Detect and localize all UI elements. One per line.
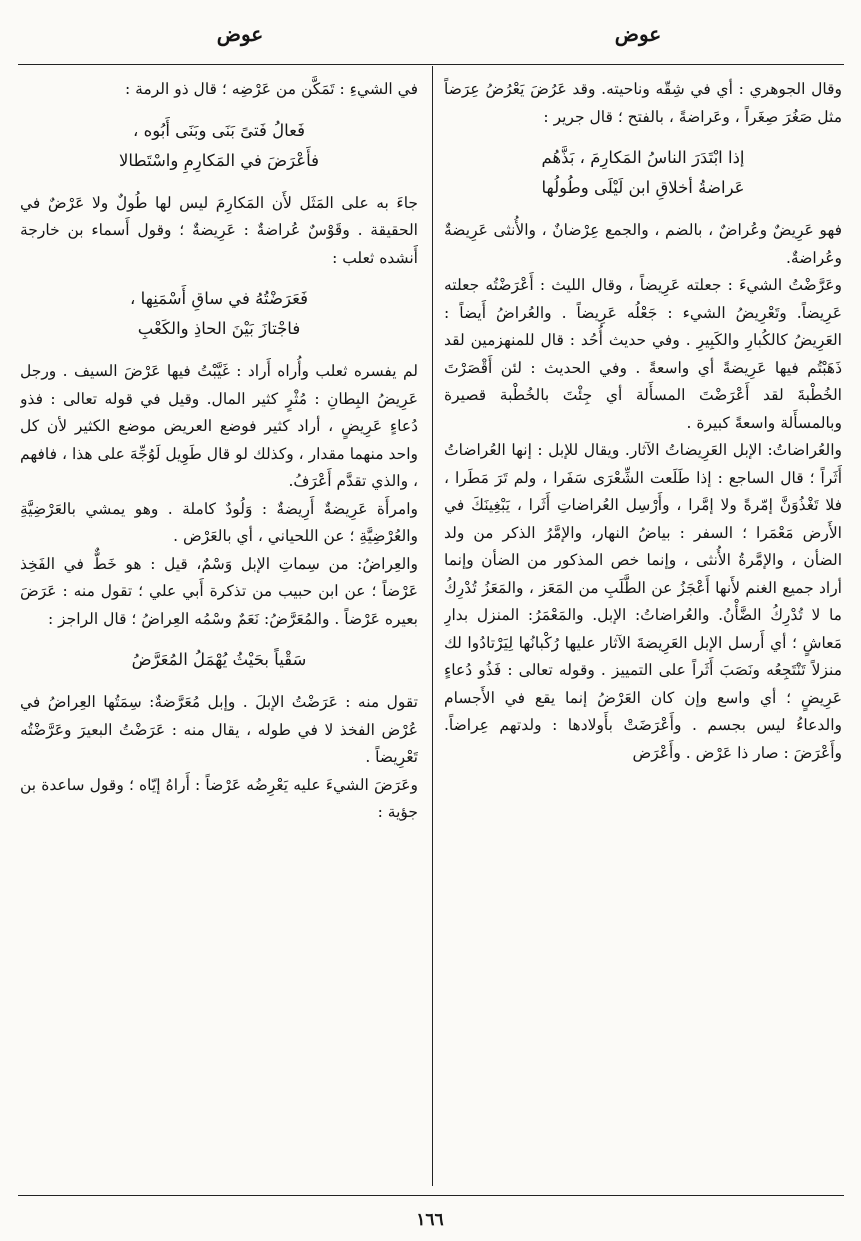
paragraph: جاءَ به على المَثَل لأَن المَكارِمَ ليس لها طُولٌ ولا عَرْضٌ في الحقيقة . وقَوْسٌ عُراضةٌ : عَرِيضةٌ ؛ وقول أَسماء بن خارجة أَنشده ثعلب : [20, 193, 418, 267]
page-number: ١٦٦ [416, 1210, 444, 1230]
column-divider [432, 66, 433, 1186]
paragraph: في الشيءِ : تَمَكَّن من عَرْضِه ؛ قال ذو الرمة : [124, 80, 418, 98]
verse-line: فأَعْرَضَ في المَكارِمِ واسْتَطالا [119, 150, 319, 170]
paragraph: تقول منه : عَرَضْتُ الإبلَ . وإبل مُعَرَّضةٌ: سِمَتُها العِراضُ في عُرْض الفخذ لا في طوله ، يقال منه : عَرَضْتُ البعيرَ وعَرَّضْتُه تَعْرِيضاً . [20, 693, 418, 766]
paragraph: وامرأَة عَرِيضةٌ أَرِيضةٌ : وَلُودٌ كاملة . وهو يمشي بالعَرْضِيَّةِ والعُرْضِيَّةِ ؛ عن اللحياني ، أي بالعَرْض . [20, 499, 418, 545]
verse [444, 143, 842, 203]
verse-line: فَعَرَضْتُهُ في ساقِ أَسْمَنِها ، [130, 289, 308, 308]
paragraph: والعُراضاتُ: الإبل العَرِيضاتُ الآثار. ويقال للإبل : إنها العُراضاتُ أَثَراً ؛ قال الساجع : إذا طَلَعت الشِّعْرَى سَفَرا ، ولم تَرَ مَطَرا ، فلا تَغْذُوَنَّ إمّرةً ولا إمَّرا ، وأَرْسِل العُراضاتِ أَثَرا ، يَبْغِينَكَ في الأَرض مَعْمَرا ؛ السفر : بياضُ النهار، والإمَّرُ الذكر من ولد الضأن ، والإمَّرةُ الأُنثى ، وإنما خص المذكور من الضأن وإنما أراد جميع الغنم لأَنها أَعْجَزُ عن الطَّلَبِ من المَعَز ، والمَعَزُ تُدْرِكُ ما لا تُدْرِكُ الضَّأْنُ. والعُراضاتُ: الإبل. والمَعْمَرُ: المنزل بدارِ مَعاشٍ ؛ أي أَرسل الإبل العَرِيضةَ الآثار عليها رُكْبانُها لِيَرْتادُوا لك منزلاً تَنْتَجِعُه ونَصَبَ أَثَراً على التمييز . وقوله تعالى : فَذُو دُعاءٍ عَرِيضٍ ؛ أي واسع وإن كان العَرْضُ إنما يقع في الأَجسام والدعاءُ ليس بجسم . وأَعْرَضَتْ بأَولادها : ولدتهم عِراضاً. وأَعْرَضَ : صار ذا عَرْض . وأَعْرَض [444, 441, 842, 762]
right-column [444, 76, 842, 1188]
verse-line: سَقْياً بحَيْثُ يُهْمَلُ المُعَرَّضُ [131, 650, 307, 669]
verse [20, 645, 418, 675]
verse-line: فاجْتازَ بَيْنَ الحاذِ والكَعْبِ [137, 319, 301, 338]
paragraph: وعَرَّضْتُ الشيءَ : جعلته عَرِيضاً ، وقال الليث : أَعْرَضْتُه جعلته عَرِيضاً. وتَعْرِيضُ الشيء : جَعْلُه عَرِيضاً . والعُراضُ أَيضاً : العَرِيضُ كالكُبارِ والكَبِيرِ . وفي حديث أُحُد : قال للمنهزمين لقد ذَهَبْتُم فيها عَرِيضةً أي واسعةً . وفي الحديث : لئن أَقْصَرْتَ الخُطْبةَ لقد أَعْرَضْتَ المسأَلة أي جِئْتَ بالخُطْبة قصيرة وبالمسأَلة واسعةً كبيرة . [444, 276, 842, 432]
paragraph: لم يفسره ثعلب وأُراه أَراد : غَيَّبْتُ فيها عَرْضَ السيف . ورجل عَرِيضُ البِطانِ : مُثْرٍ كثير المال. وقيل في قوله تعالى : فذو دُعاءٍ عَرِيضٍ ، أراد كثير فوضع العريض موضع الكثير لأن كل واحد منهما مقدار ، وكذلك لو قال طَوِيل لَوُجِّهَ على هذا ، فافهم ، والذي تقدَّم أَعْرَفُ. [20, 362, 418, 490]
header-rule [18, 64, 844, 65]
running-header-right: عوض [614, 22, 662, 46]
verse-line: إذا ابْتَدَرَ الناسُ المَكارِمَ ، بَذَّهُم [541, 148, 745, 167]
paragraph: والعِراضُ: من سِماتِ الإبل وَسْمٌ، قيل : هو خَطٌّ في الفَخِذ عَرْضاً ؛ عن ابن حبيب من تذكرة أَبي علي ؛ تقول منه : عَرَضَ بعيره عَرْضاً . والمُعَرَّضُ: نَعَمٌ وسْمُه العِراضُ ؛ قال الراجز : [20, 554, 418, 628]
paragraph: فهو عَرِيضٌ وعُراضٌ ، بالضم ، والجمع عِرْضانٌ ، والأُنثى عَرِيضةٌ وعُراضةٌ. [444, 221, 842, 267]
verse-line: عَراضةُ أخلاقِ ابن لَيْلَى وطُولُها [541, 178, 745, 197]
footer-rule [18, 1195, 844, 1196]
verse-line: فَعالُ فَتىً بَنَى وبَنَى أَبُوه ، [133, 120, 305, 140]
running-header-left: عوض [216, 22, 264, 46]
verse [20, 116, 418, 176]
paragraph: وقال الجوهري : أي في شِقّه وناحيته. وقد عَرُضَ يَعْرُضُ عِرَضاً مثل صَغُرَ صِغَراً ، وعَراضةً ، بالفتح ؛ قال جرير : [444, 80, 842, 126]
verse [20, 284, 418, 344]
left-column [20, 76, 418, 1188]
paragraph: وعَرَضَ الشيءَ عليه يَعْرِضُه عَرْضاً : أَراهُ إيّاه ؛ وقول ساعدة بن جؤية : [20, 775, 418, 821]
